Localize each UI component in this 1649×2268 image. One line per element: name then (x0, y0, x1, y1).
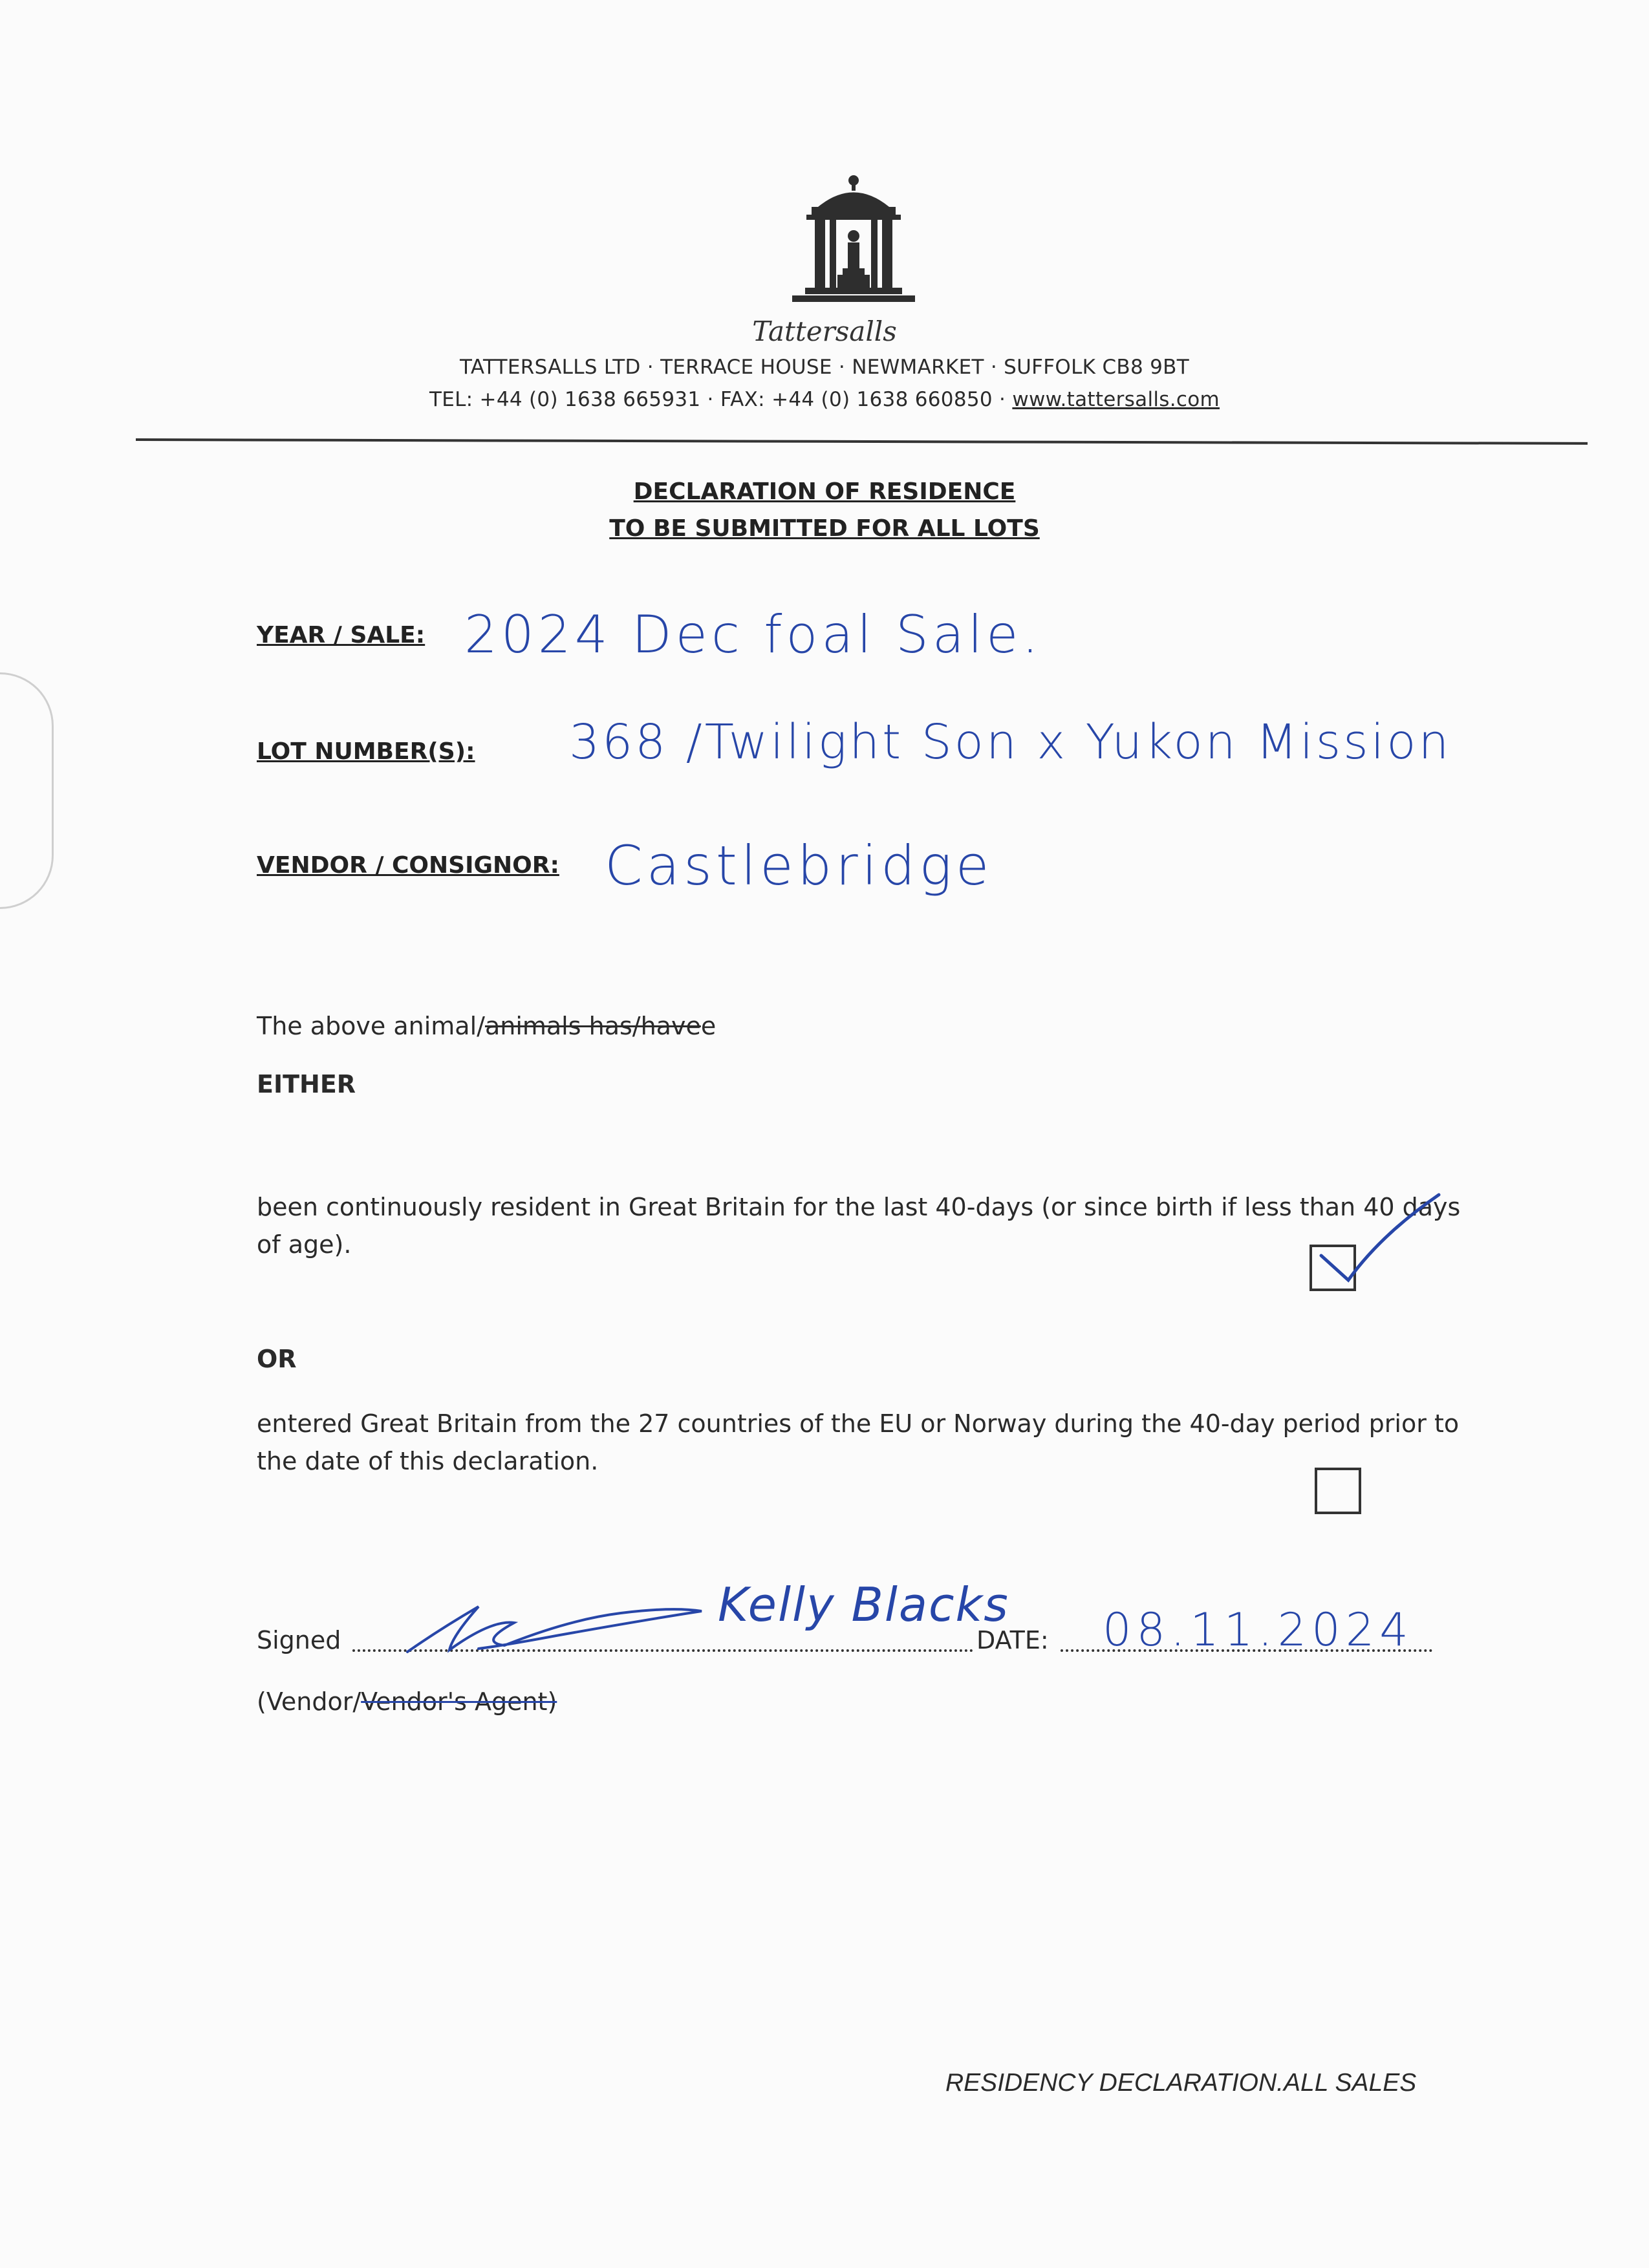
or-label: OR (257, 1345, 297, 1373)
option2-checkbox[interactable] (1315, 1468, 1361, 1514)
company-address: TATTERSALLS LTD · TERRACE HOUSE · NEWMARKET · SUFFOLK CB8 9BT (460, 356, 1189, 379)
website-link[interactable]: www.tattersalls.com (1012, 388, 1220, 411)
signer-name[interactable]: Kelly Blacks (718, 1578, 1009, 1632)
header-divider (136, 438, 1588, 445)
footer-form-code: RESIDENCY DECLARATION.ALL SALES (945, 2069, 1417, 2097)
statement-intro-suffix: e (700, 1012, 717, 1040)
scan-edge-mark (0, 672, 54, 909)
statement-intro-text: The above animal/ (257, 1012, 485, 1040)
document-subtitle: TO BE SUBMITTED FOR ALL LOTS (609, 515, 1040, 542)
brand-name: Tattersalls (752, 316, 897, 347)
year-sale-value[interactable]: 2024 Dec foal Sale. (464, 604, 1042, 665)
statement-intro-struck: animals has/have (484, 1012, 701, 1040)
option2-text: entered Great Britain from the 27 countries of the EU or Norway during the 40-day period prior to the date of this declaration. (257, 1409, 1460, 1475)
company-contact (0, 388, 1649, 411)
contact-phone-fax: TEL: +44 (0) 1638 665931 · FAX: +44 (0) 1638 660850 · (429, 388, 1013, 411)
signer-role-struck: Vendor's Agent) (361, 1687, 557, 1716)
option1-text: been continuously resident in Great Britain for the last 40-days (or since birth if less than 40 days of age). (257, 1193, 1461, 1259)
signed-label: Signed (257, 1626, 341, 1654)
lot-number-value[interactable]: 368 /Twilight Son x Yukon Mission (569, 714, 1452, 770)
lot-number-label: LOT NUMBER(S): (257, 738, 475, 765)
document-title: DECLARATION OF RESIDENCE (633, 478, 1016, 505)
vendor-consignor-label: VENDOR / CONSIGNOR: (257, 852, 559, 879)
either-label: EITHER (257, 1070, 356, 1098)
tattersalls-logo-icon (792, 171, 915, 310)
checkmark-icon (1310, 1183, 1445, 1293)
signer-role (257, 1687, 557, 1716)
date-label: DATE: (976, 1626, 1049, 1654)
date-value[interactable]: 08.11.2024 (1103, 1603, 1414, 1656)
vendor-consignor-value[interactable]: Castlebridge (605, 834, 993, 897)
signature-scribble-icon (401, 1590, 711, 1662)
year-sale-label: YEAR / SALE: (257, 622, 426, 648)
signer-role-vendor: (Vendor/ (257, 1687, 361, 1716)
statement-intro (257, 1012, 716, 1040)
